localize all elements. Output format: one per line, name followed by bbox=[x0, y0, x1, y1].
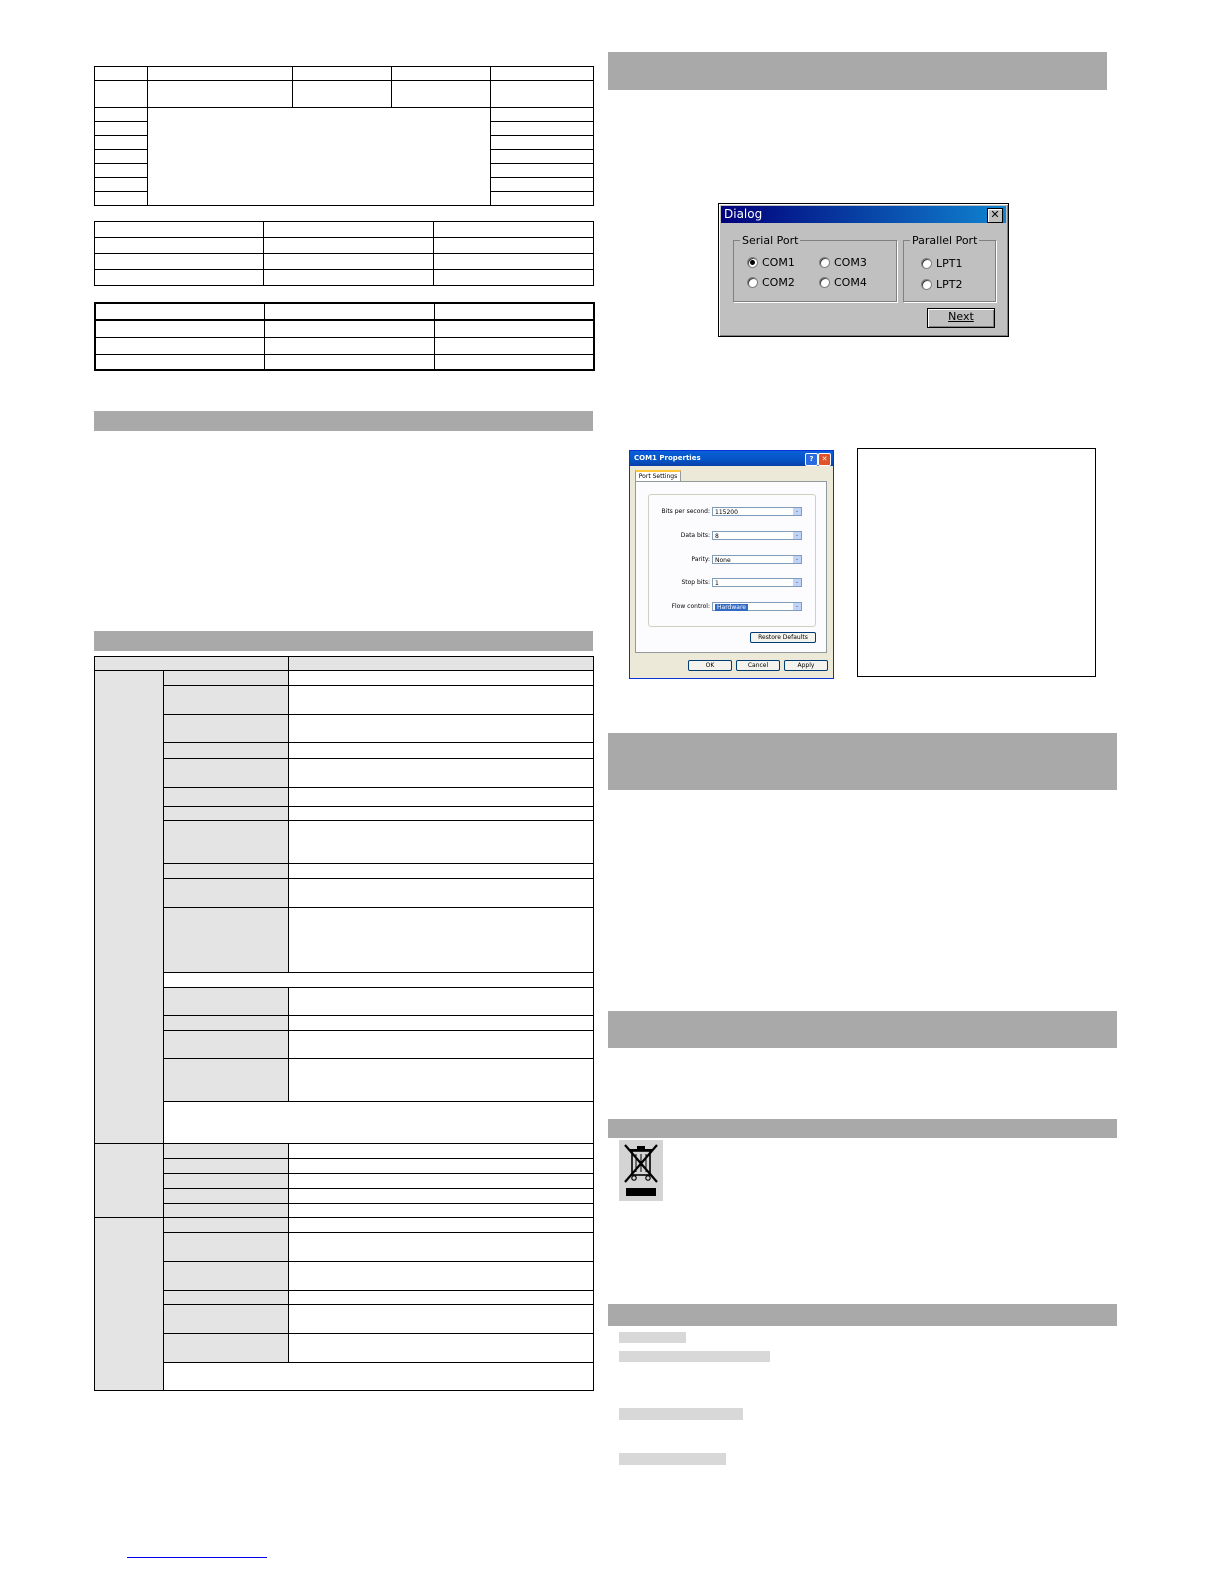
com-properties-title: COM1 Properties bbox=[634, 454, 701, 462]
radio-com2[interactable] bbox=[747, 276, 795, 289]
help-icon[interactable]: ? bbox=[805, 453, 818, 466]
data-bits-value: 8 bbox=[715, 533, 719, 540]
dialog-title-bar bbox=[721, 206, 1006, 223]
section-header-bar bbox=[608, 733, 1117, 790]
radio-com3-label: COM3 bbox=[834, 256, 867, 269]
section-header-bar bbox=[94, 631, 593, 651]
note-box bbox=[857, 448, 1096, 677]
radio-dot bbox=[819, 257, 830, 268]
radio-com1[interactable] bbox=[747, 256, 795, 269]
chevron-down-icon: ⌄ bbox=[794, 508, 800, 514]
radio-lpt2[interactable] bbox=[921, 278, 962, 291]
parity-select[interactable] bbox=[712, 555, 802, 564]
port-selection-dialog bbox=[718, 203, 1009, 337]
parallel-port-label: Parallel Port bbox=[912, 234, 978, 247]
radio-lpt1-label: LPT1 bbox=[936, 257, 963, 270]
chevron-down-icon: ⌄ bbox=[794, 603, 800, 609]
stop-bits-value: 1 bbox=[715, 580, 719, 587]
label-placeholder bbox=[619, 1408, 743, 1420]
radio-dot bbox=[921, 258, 932, 269]
section-header-bar bbox=[608, 52, 1107, 90]
radio-com4[interactable] bbox=[819, 276, 867, 289]
spec-table-3 bbox=[94, 302, 595, 371]
flow-control-select[interactable] bbox=[712, 602, 802, 611]
cancel-button[interactable]: Cancel bbox=[736, 660, 780, 671]
flow-control-label: Flow control: bbox=[671, 603, 710, 610]
radio-com1-label: COM1 bbox=[762, 256, 795, 269]
weee-crossed-bin-icon bbox=[619, 1140, 663, 1201]
tab-port-settings-label: Port Settings bbox=[638, 473, 678, 480]
radio-com3[interactable] bbox=[819, 256, 867, 269]
next-button[interactable] bbox=[927, 308, 995, 328]
bits-per-second-label: Bits per second: bbox=[661, 508, 710, 515]
label-placeholder bbox=[619, 1332, 686, 1343]
label-placeholder bbox=[619, 1351, 770, 1362]
radio-dot bbox=[819, 277, 830, 288]
parity-label: Parity: bbox=[691, 556, 710, 563]
ok-button[interactable]: OK bbox=[688, 660, 732, 671]
next-button-label: Next bbox=[948, 310, 974, 323]
specifications-table bbox=[94, 656, 594, 1391]
apply-button[interactable]: Apply bbox=[784, 660, 828, 671]
data-bits-label: Data bits: bbox=[680, 532, 710, 539]
spec-table-2 bbox=[94, 221, 594, 286]
footer-link-underline[interactable] bbox=[127, 1557, 267, 1558]
parity-value: None bbox=[715, 557, 731, 564]
label-placeholder bbox=[619, 1453, 726, 1465]
close-icon[interactable]: ✕ bbox=[818, 453, 831, 466]
chevron-down-icon: ⌄ bbox=[794, 556, 800, 562]
section-header-bar bbox=[94, 411, 593, 431]
spec-table-1 bbox=[94, 66, 594, 206]
radio-dot bbox=[747, 277, 758, 288]
stop-bits-select[interactable] bbox=[712, 578, 802, 587]
chevron-down-icon: ⌄ bbox=[794, 579, 800, 585]
flow-control-value: Hardware bbox=[717, 604, 746, 611]
com-properties-dialog bbox=[629, 450, 834, 679]
bits-per-second-select[interactable] bbox=[712, 507, 802, 516]
section-header-bar bbox=[608, 1011, 1117, 1048]
section-header-bar bbox=[608, 1304, 1117, 1326]
close-icon[interactable]: ✕ bbox=[987, 208, 1003, 223]
com-properties-title-bar bbox=[630, 451, 833, 466]
radio-com2-label: COM2 bbox=[762, 276, 795, 289]
radio-dot-selected bbox=[747, 257, 758, 268]
radio-lpt2-label: LPT2 bbox=[936, 278, 963, 291]
stop-bits-label: Stop bits: bbox=[681, 579, 710, 586]
radio-com4-label: COM4 bbox=[834, 276, 867, 289]
section-header-bar bbox=[608, 1119, 1117, 1138]
radio-dot bbox=[921, 279, 932, 290]
restore-defaults-button[interactable]: Restore Defaults bbox=[750, 632, 816, 643]
serial-port-label: Serial Port bbox=[742, 234, 799, 247]
radio-lpt1[interactable] bbox=[921, 257, 962, 270]
weee-crossed-bin-icon-graphic bbox=[619, 1140, 663, 1201]
bits-per-second-value: 115200 bbox=[715, 509, 738, 516]
chevron-down-icon: ⌄ bbox=[794, 532, 800, 538]
dialog-title: Dialog bbox=[724, 207, 763, 221]
data-bits-select[interactable] bbox=[712, 531, 802, 540]
